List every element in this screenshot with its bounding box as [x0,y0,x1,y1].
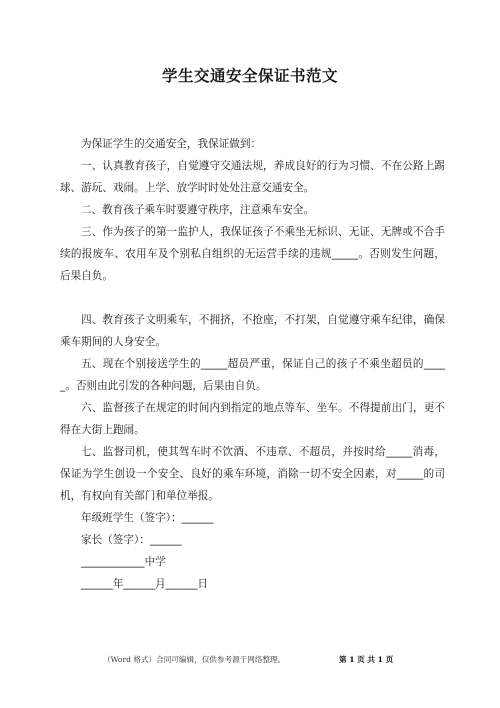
page-number: 第 1 页 共 1 页 [339,655,394,664]
clause-5-paragraph: 五、现在个别接送学生的_____超员严重，保证自己的孩子不乘坐超员的_____。否则由此引发的各种问题，后果由自负。 [60,358,445,392]
clause-3-paragraph: 三、作为孩子的第一监护人，我保证孩子不乘坐无标识、无证、无牌或不合手续的报废车、农用车及个别私自组织的无运营手续的违规_____。否则发生问题，后果自负。 [60,226,445,282]
clause-4-paragraph: 四、教育孩子文明乘车，不拥挤，不抢座，不打架，自觉遵守乘车纪律，确保乘车期间的人身安全。 [60,314,445,348]
intro-paragraph: 为保证学生的交通安全，我保证做到： [81,138,262,150]
clause-1-paragraph: 一、认真教育孩子，自觉遵守交通法规，养成良好的行为习惯、不在公路上踢球、游玩、戏闹。上学、放学时时处处注意交通安全。 [60,160,445,194]
clause-2-paragraph: 二、教育孩子乘车时要遵守秩序，注意乘车安全。 [81,204,315,216]
document-body [60,133,445,595]
footer-note: （Word 格式）合同可编辑，仅供参考源于网络整理。 [103,655,286,664]
date-line: ______年______月______日 [81,578,209,590]
clause-6-paragraph: 六、监督孩子在规定的时间内到指定的地点等车、坐车。不得提前出门，更不得在大街上跑闹。 [60,402,445,436]
student-signature-line: 年级班学生（签字）：______ [81,512,214,524]
school-name-line: ____________中学 [81,556,166,568]
clause-7-paragraph: 七、监督司机，使其驾车时不饮酒、不违章、不超员，并按时给_____消毒，保证为学生创设一个安全、良好的乘车环境，消除一切不安全因素，对_____的司机，有权向有关部门和单位举报。 [60,446,445,502]
parent-signature-line: 家长（签字）：______ [81,534,182,546]
document-title: 学生交通安全保证书范文 [161,67,338,85]
